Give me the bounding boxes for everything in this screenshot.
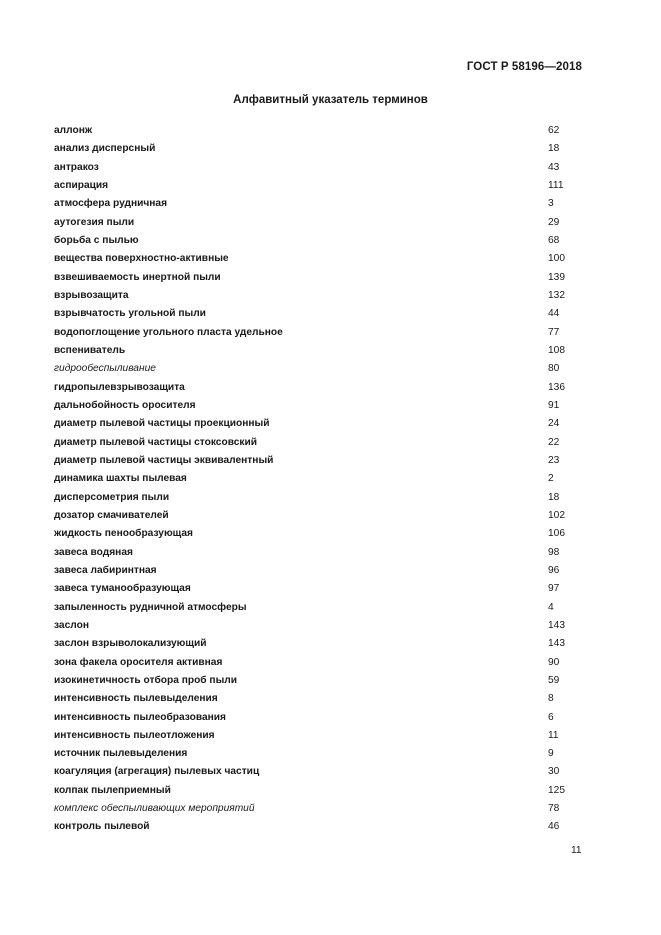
index-term: заслон	[54, 619, 89, 631]
index-page-ref: 143	[548, 619, 565, 631]
index-entry	[54, 617, 594, 635]
index-page-ref: 143	[548, 638, 565, 650]
index-term: вспениватель	[54, 344, 126, 356]
index-page-ref: 98	[548, 546, 560, 558]
index-entry	[54, 140, 594, 158]
index-term: аутогезия пыли	[54, 216, 135, 228]
index-page-ref: 2	[548, 473, 554, 485]
index-term: интенсивность пылеобразования	[54, 711, 226, 723]
index-entry	[54, 177, 594, 195]
index-term: вещества поверхностно-активные	[54, 253, 229, 265]
index-entry	[54, 324, 594, 342]
index-term: взрывчатость угольной пыли	[54, 308, 206, 320]
index-entry	[54, 415, 594, 433]
index-term: антракоз	[54, 161, 99, 173]
index-page-ref: 30	[548, 766, 560, 778]
index-page-ref: 90	[548, 656, 560, 668]
index-entry	[54, 470, 594, 488]
index-term: взвешиваемость инертной пыли	[54, 271, 221, 283]
index-entry	[54, 635, 594, 653]
index-page-ref: 96	[548, 564, 560, 576]
index-page-ref: 23	[548, 454, 560, 466]
index-term: завеса туманообразующая	[54, 583, 191, 595]
index-page-ref: 80	[548, 363, 560, 375]
index-page-ref: 77	[548, 326, 560, 338]
index-entry	[54, 305, 594, 323]
index-page-ref: 6	[548, 711, 554, 723]
index-term: изокинетичность отбора проб пыли	[54, 674, 238, 686]
index-term: взрывозащита	[54, 289, 129, 301]
index-entry	[54, 654, 594, 672]
index-entry	[54, 672, 594, 690]
index-entry	[54, 709, 594, 727]
index-term: борьба с пылью	[54, 234, 139, 246]
index-term: зона факела оросителя активная	[54, 656, 223, 668]
index-entry	[54, 782, 594, 800]
index-entry	[54, 379, 594, 397]
index-entry	[54, 397, 594, 415]
index-page-ref: 22	[548, 436, 560, 448]
index-entry	[54, 745, 594, 763]
document-standard-header: ГОСТ Р 58196—2018	[466, 61, 582, 73]
index-entry	[54, 544, 594, 562]
index-page-ref: 100	[548, 253, 565, 265]
index-entry	[54, 507, 594, 525]
index-term: дисперсометрия пыли	[54, 491, 170, 503]
index-page-ref: 44	[548, 308, 560, 320]
index-page-ref: 9	[548, 748, 554, 760]
index-term: дальнобойность оросителя	[54, 399, 196, 411]
index-entry	[54, 818, 594, 836]
index-term: атмосфера рудничная	[54, 198, 168, 210]
index-entry	[54, 195, 594, 213]
index-page-ref: 62	[548, 125, 560, 136]
index-page-ref: 68	[548, 234, 560, 246]
index-entry	[54, 763, 594, 781]
index-page-ref: 136	[548, 381, 565, 393]
index-page-ref: 125	[548, 784, 565, 796]
index-term: водопоглощение угольного пласта удельное	[54, 326, 283, 338]
index-term: аллонж	[54, 125, 93, 136]
index-term: завеса лабиринтная	[54, 564, 157, 576]
index-term: контроль пылевой	[54, 821, 150, 833]
index-entry	[54, 232, 594, 250]
index-page-ref: 91	[548, 399, 560, 411]
index-term: интенсивность пылевыделения	[54, 693, 218, 705]
index-term: завеса водяная	[54, 546, 133, 558]
index-term: дозатор смачивателей	[54, 509, 169, 521]
index-entry	[54, 342, 594, 360]
index-page-ref: 3	[548, 198, 554, 210]
index-page-ref: 18	[548, 491, 560, 503]
index-entry	[54, 562, 594, 580]
index-entry	[54, 287, 594, 305]
index-page-ref: 59	[548, 674, 560, 686]
index-page-ref: 46	[548, 821, 560, 833]
index-entry	[54, 159, 594, 177]
index-term: гидропылевзрывозащита	[54, 381, 185, 393]
term-index-list	[54, 122, 594, 837]
index-term: диаметр пылевой частицы проекционный	[54, 418, 270, 430]
index-term: диаметр пылевой частицы стоксовский	[54, 436, 257, 448]
index-page-ref: 108	[548, 344, 565, 356]
index-page-ref: 24	[548, 418, 560, 430]
index-page-ref: 8	[548, 693, 554, 705]
index-title: Алфавитный указатель терминов	[233, 94, 428, 106]
index-entry	[54, 214, 594, 232]
index-entry	[54, 434, 594, 452]
index-entry	[54, 727, 594, 745]
index-page-ref: 11	[548, 729, 559, 741]
index-page-ref: 29	[548, 216, 560, 228]
index-term: интенсивность пылеотложения	[54, 729, 215, 741]
index-term: колпак пылеприемный	[54, 784, 171, 796]
index-entry	[54, 452, 594, 470]
index-entry	[54, 122, 594, 140]
index-term: жидкость пенообразующая	[54, 528, 193, 540]
index-entry	[54, 489, 594, 507]
index-page-ref: 102	[548, 509, 565, 521]
index-term: комплекс обеспыливающих мероприятий	[54, 803, 255, 815]
index-entry	[54, 525, 594, 543]
index-term: динамика шахты пылевая	[54, 473, 187, 485]
page-number: 11	[571, 845, 582, 856]
index-entry	[54, 360, 594, 378]
index-entry	[54, 690, 594, 708]
index-term: аспирация	[54, 179, 109, 191]
index-page-ref: 106	[548, 528, 565, 540]
index-entry	[54, 250, 594, 268]
index-term: анализ дисперсный	[54, 143, 156, 155]
index-entry	[54, 580, 594, 598]
index-entry	[54, 800, 594, 818]
index-page-ref: 139	[548, 271, 565, 283]
index-entry	[54, 599, 594, 617]
index-term: коагуляция (агрегация) пылевых частиц	[54, 766, 260, 778]
index-entry	[54, 269, 594, 287]
index-term: источник пылевыделения	[54, 748, 188, 760]
index-page-ref: 43	[548, 161, 560, 173]
index-term: гидрообеспыливание	[54, 363, 156, 375]
index-term: заслон взрыволокализующий	[54, 638, 207, 650]
index-page-ref: 132	[548, 289, 565, 301]
index-page-ref: 111	[548, 179, 564, 191]
index-page-ref: 4	[548, 601, 554, 613]
index-term: диаметр пылевой частицы эквивалентный	[54, 454, 274, 466]
index-page-ref: 78	[548, 803, 560, 815]
index-page-ref: 18	[548, 143, 560, 155]
index-page-ref: 97	[548, 583, 560, 595]
index-term: запыленность рудничной атмосферы	[54, 601, 247, 613]
